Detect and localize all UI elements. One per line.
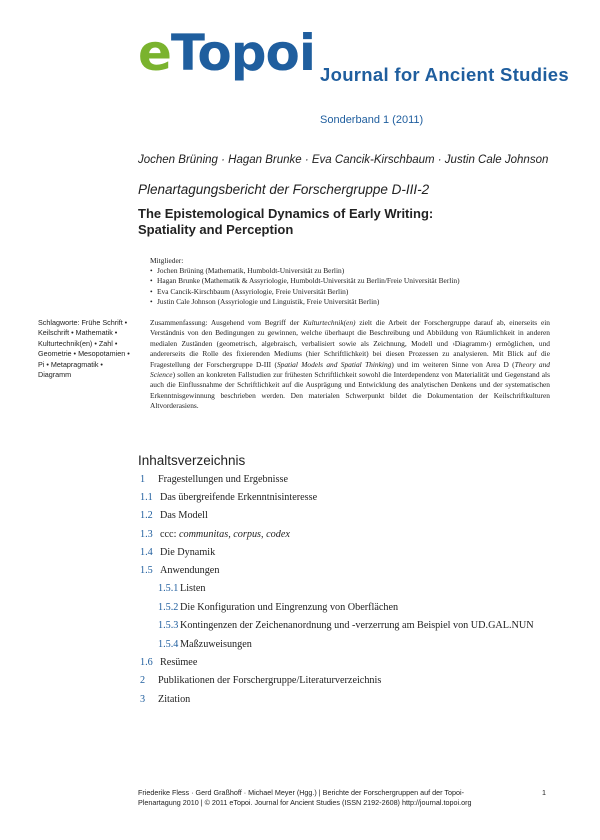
toc-item-1-4[interactable]: 1.4 Die Dynamik	[140, 547, 216, 558]
keywords: Schlagworte: Frühe Schrift • Keilschrift • Mathematik • Kulturtechnik(en) • Zahl • Geometrie • Mesopotamien • Pi • Metapragmatik • Diagramm	[38, 318, 130, 380]
logo-topoi: Topoi	[170, 24, 316, 82]
toc-item-1-5-4[interactable]: 1.5.4 Maßzuweisungen	[158, 639, 252, 650]
report-subtitle: Plenartagungsbericht der Forschergruppe D-III-2	[138, 182, 430, 197]
toc-item-1-2[interactable]: 1.2 Das Modell	[140, 510, 208, 521]
toc-item-1-3[interactable]: 1.3 ccc: communitas, corpus, codex	[140, 529, 290, 540]
toc-item-2[interactable]: 2 Publikationen der Forschergruppe/Literaturverzeichnis	[140, 675, 382, 686]
toc-item-1-5[interactable]: 1.5 Anwendungen	[140, 565, 220, 576]
volume-info: Sonderband 1 (2011)	[320, 114, 424, 126]
members-list	[150, 266, 550, 307]
footer-line-1: Friederike Fless · Gerd Graßhoff · Michael Meyer (Hgg.) | Berichte der Forschergruppen auf der Topoi-	[138, 788, 464, 797]
title-line-1: The Epistemological Dynamics of Early Writing:	[138, 206, 434, 221]
member-item: • Justin Cale Johnson (Assyriologie und Linguistik, Freie Universität Berlin)	[150, 297, 550, 307]
footer	[138, 788, 538, 808]
members-label: Mitglieder:	[150, 256, 184, 265]
toc-item-3[interactable]: 3 Zitation	[140, 694, 191, 705]
toc-heading: Inhaltsverzeichnis	[138, 453, 246, 468]
toc-item-1[interactable]: 1 Fragestellungen und Ergebnisse	[140, 474, 288, 485]
member-item: • Hagan Brunke (Mathematik & Assyriologie, Humboldt-Universität zu Berlin/Freie Universität Berlin)	[150, 276, 550, 286]
toc-item-1-5-3[interactable]: 1.5.3 Kontingenzen der Zeichenanordnung und -verzerrung am Beispiel von UD.GAL.NUN	[158, 620, 534, 631]
member-item: • Eva Cancik-Kirschbaum (Assyriologie, Freie Universität Berlin)	[150, 287, 550, 297]
member-item: • Jochen Brüning (Mathematik, Humboldt-Universität zu Berlin)	[150, 266, 550, 276]
footer-line-2: Plenartagung 2010 | © 2011 eTopoi. Journal for Ancient Studies (ISSN 2192-2608) http://journal.topoi.org	[138, 798, 472, 807]
journal-name: Journal for Ancient Studies	[320, 64, 569, 85]
logo-e: e	[138, 24, 171, 82]
title-line-2: Spatiality and Perception	[138, 222, 294, 237]
members-block	[150, 256, 550, 307]
abstract: Zusammenfassung: Ausgehend vom Begriff der Kulturtechnik(en) zielt die Arbeit der Forschergruppe darauf ab, einerseits ein Verständnis von den Bedingungen zu gewinnen, welche überhaupt die Beschreibung und Abbildung von Räumlichkeit in anderen medialen Zuständen (geometrisch, algebraisch, verbalisiert sowie als Zeichnung, Modell und ›Diagramm‹) ermöglichen, und andererseits die Rolle des fixierenden Mediums (hier Schriftlichkeit) bei diesen Prozessen zu analysieren. Mit Blick auf die Fragestellung der Forschergruppe D-III (Spatial Models and Spatial Thinking) und im weiteren Sinne von Area D (Theory and Science) sollen an konkreten Fallstudien zur frühesten Schriftlichkeit sowohl die Interdependenz von Materialität und Gegenstand als auch die Einflussnahme der Schriftlichkeit auf die Ausprägung und Entwicklung des analytischen Denkens und der systematischen Erkenntnisgewinnung beschrieben werden. Den materialen Schwerpunkt bildet die Dokumentation der Keilschriftkulturen Altvorderasiens.	[150, 318, 550, 411]
toc-item-1-1[interactable]: 1.1 Das übergreifende Erkenntnisinteresse	[140, 492, 318, 503]
toc-item-1-5-2[interactable]: 1.5.2 Die Konfiguration und Eingrenzung von Oberflächen	[158, 602, 399, 613]
paper-title	[138, 206, 468, 238]
etopoi-logo	[138, 24, 316, 82]
page-number: 1	[542, 788, 546, 797]
authors: Jochen Brüning · Hagan Brunke · Eva Cancik-Kirschbaum · Justin Cale Johnson	[138, 154, 549, 166]
toc-item-1-5-1[interactable]: 1.5.1 Listen	[158, 583, 206, 594]
toc-item-1-6[interactable]: 1.6 Resümee	[140, 657, 198, 668]
